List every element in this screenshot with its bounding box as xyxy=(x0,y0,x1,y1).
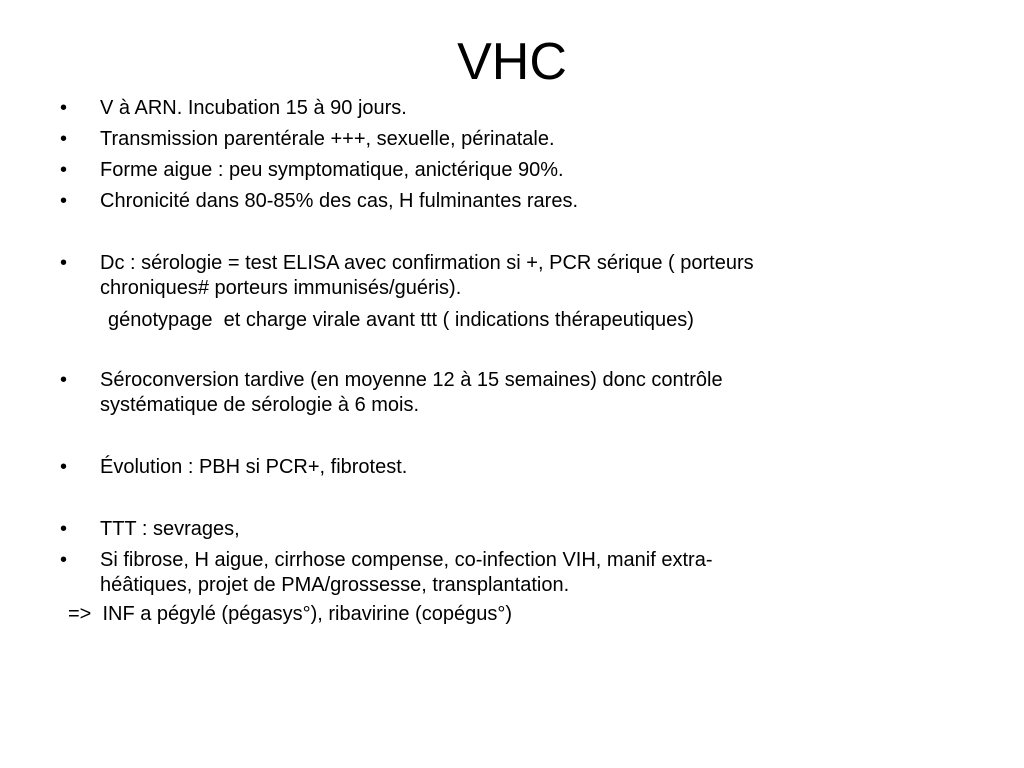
bullet-icon: • xyxy=(60,252,68,274)
list-item-text xyxy=(100,96,960,121)
bullet-icon: • xyxy=(60,369,68,391)
list-item-text xyxy=(100,251,960,301)
list-item-line: Si fibrose, H aigue, cirrhose compense, co-infection VIH, manif extra- xyxy=(100,549,713,571)
list-item-text xyxy=(100,548,960,598)
list-item-line: Forme aigue : peu symptomatique, anictérique 90%. xyxy=(100,159,564,181)
list-item-text xyxy=(100,455,960,480)
list-item-line: V à ARN. Incubation 15 à 90 jours. xyxy=(100,97,407,119)
list-item-text xyxy=(100,189,960,214)
bullet-icon: • xyxy=(60,97,68,119)
list-item-line: chroniques# porteurs immunisés/guéris). xyxy=(100,277,462,299)
bullet-icon: • xyxy=(60,128,68,150)
list-item-text xyxy=(100,368,960,418)
list-item-line: TTT : sevrages, xyxy=(100,518,240,540)
list-item-line: Dc : sérologie = test ELISA avec confirmation si +, PCR sérique ( porteurs xyxy=(100,252,754,274)
treatment-line: => INF a pégylé (pégasys°), ribavirine (copégus°) xyxy=(68,603,512,625)
list-item-line: Transmission parentérale +++, sexuelle, périnatale. xyxy=(100,128,555,150)
list-item-line: Évolution : PBH si PCR+, fibrotest. xyxy=(100,456,408,478)
list-item-text xyxy=(100,158,960,183)
list-item-line: héâtiques, projet de PMA/grossesse, transplantation. xyxy=(100,574,570,596)
genotypage-line: génotypage et charge virale avant ttt ( indications thérapeutiques) xyxy=(108,309,694,331)
list-item-text xyxy=(100,517,960,542)
list-item-line: Séroconversion tardive (en moyenne 12 à 15 semaines) donc contrôle xyxy=(100,369,723,391)
list-item-text xyxy=(100,127,960,152)
bullet-icon: • xyxy=(60,518,68,540)
list-item-line: Chronicité dans 80-85% des cas, H fulminantes rares. xyxy=(100,190,579,212)
list-item-line: systématique de sérologie à 6 mois. xyxy=(100,394,420,416)
bullet-icon: • xyxy=(60,456,68,478)
bullet-icon: • xyxy=(60,549,68,571)
bullet-icon: • xyxy=(60,190,68,212)
slide-title: VHC xyxy=(457,33,567,91)
bullet-icon: • xyxy=(60,159,68,181)
